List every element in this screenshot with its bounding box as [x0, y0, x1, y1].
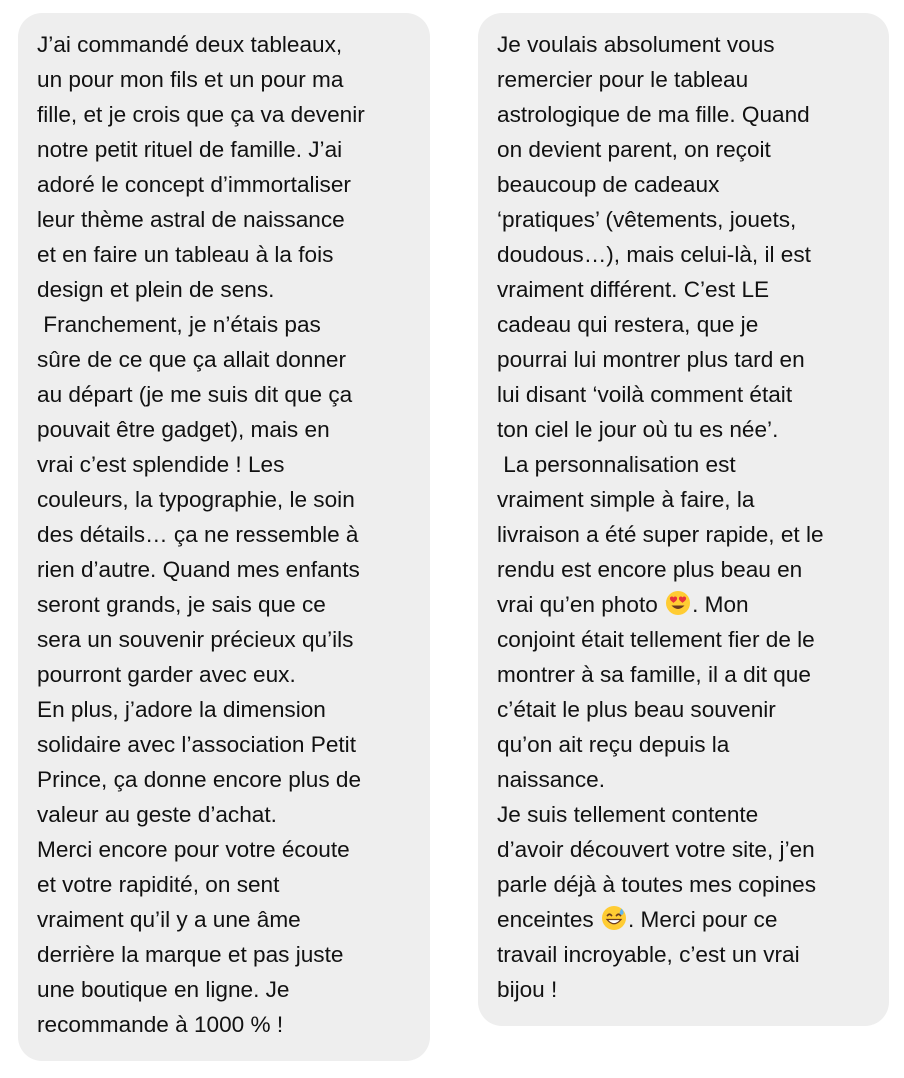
message-line: vrai c’est splendide ! Les: [37, 452, 285, 477]
message-line: notre petit rituel de famille. J’ai: [37, 137, 343, 162]
heart-eyes-emoji-icon: [665, 590, 691, 616]
message-line: pouvait être gadget), mais en: [37, 417, 330, 442]
message-line: cadeau qui restera, que je: [497, 312, 759, 337]
message-line: sûre de ce que ça allait donner: [37, 347, 346, 372]
message-line: ‘pratiques’ (vêtements, jouets,: [497, 207, 797, 232]
message-line: design et plein de sens.: [37, 277, 275, 302]
message-line: doudous…), mais celui-là, il est: [497, 242, 811, 267]
message-line: leur thème astral de naissance: [37, 207, 345, 232]
message-line: au départ (je me suis dit que ça: [37, 382, 353, 407]
message-line: d’avoir découvert votre site, j’en: [497, 837, 815, 862]
message-line: vraiment différent. C’est LE: [497, 277, 770, 302]
message-line: pourrai lui montrer plus tard en: [497, 347, 805, 372]
message-line: vraiment qu’il y a une âme: [37, 907, 301, 932]
message-line: valeur au geste d’achat.: [37, 802, 277, 827]
message-line: pourront garder avec eux.: [37, 662, 296, 687]
message-line: astrologique de ma fille. Quand: [497, 102, 810, 127]
message-line: montrer à sa famille, il a dit que: [497, 662, 811, 687]
message-line: travail incroyable, c’est un vrai: [497, 942, 800, 967]
message-line: enceintes . Merci pour ce: [497, 907, 778, 932]
message-line: Franchement, je n’étais pas: [37, 312, 321, 337]
message-line: et votre rapidité, on sent: [37, 872, 280, 897]
message-line: couleurs, la typographie, le soin: [37, 487, 355, 512]
message-line: livraison a été super rapide, et le: [497, 522, 824, 547]
message-line: Je voulais absolument vous: [497, 32, 775, 57]
message-line: on devient parent, on reçoit: [497, 137, 771, 162]
message-bubble-left: [18, 13, 430, 1061]
message-line: des détails… ça ne ressemble à: [37, 522, 359, 547]
message-line: solidaire avec l’association Petit: [37, 732, 356, 757]
message-line: fille, et je crois que ça va devenir: [37, 102, 365, 127]
message-line: parle déjà à toutes mes copines: [497, 872, 817, 897]
message-line: ton ciel le jour où tu es née’.: [497, 417, 779, 442]
message-line: Merci encore pour votre écoute: [37, 837, 350, 862]
message-line: En plus, j’adore la dimension: [37, 697, 326, 722]
message-line: remercier pour le tableau: [497, 67, 749, 92]
message-line: bijou !: [497, 977, 558, 1002]
grinning-sweat-emoji-icon: [601, 905, 627, 931]
message-line: derrière la marque et pas juste: [37, 942, 344, 967]
message-line: La personnalisation est: [497, 452, 736, 477]
message-line: qu’on ait reçu depuis la: [497, 732, 730, 757]
message-line: adoré le concept d’immortaliser: [37, 172, 351, 197]
message-line: beaucoup de cadeaux: [497, 172, 720, 197]
message-line: lui disant ‘voilà comment était: [497, 382, 793, 407]
message-line: naissance.: [497, 767, 606, 792]
message-line: et en faire un tableau à la fois: [37, 242, 334, 267]
message-line: c’était le plus beau souvenir: [497, 697, 776, 722]
message-bubble-right: [478, 13, 889, 1026]
message-line: rien d’autre. Quand mes enfants: [37, 557, 360, 582]
message-line: vrai qu’en photo . Mon: [497, 592, 749, 617]
message-line: Je suis tellement contente: [497, 802, 759, 827]
message-line: recommande à 1000 % !: [37, 1012, 284, 1037]
message-line: J’ai commandé deux tableaux,: [37, 32, 343, 57]
message-line: conjoint était tellement fier de le: [497, 627, 815, 652]
message-line: une boutique en ligne. Je: [37, 977, 290, 1002]
message-line: seront grands, je sais que ce: [37, 592, 326, 617]
message-line: vraiment simple à faire, la: [497, 487, 755, 512]
message-line: sera un souvenir précieux qu’ils: [37, 627, 354, 652]
message-line: un pour mon fils et un pour ma: [37, 67, 344, 92]
message-line: Prince, ça donne encore plus de: [37, 767, 362, 792]
message-line: rendu est encore plus beau en: [497, 557, 803, 582]
